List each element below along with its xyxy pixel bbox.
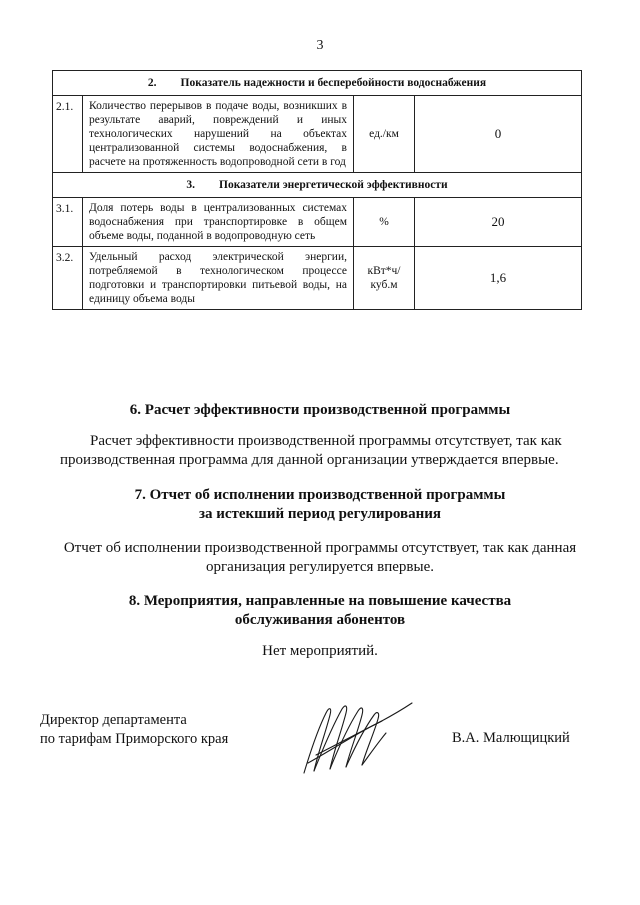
row-unit: ед./км [354, 96, 415, 173]
row-value: 0 [415, 96, 582, 173]
indicators-table [52, 70, 582, 310]
section-number: 2. [147, 77, 157, 89]
section8-heading-line2: обслуживания абонентов [234, 612, 406, 628]
signer-title-line2: по тарифам Приморского края [40, 731, 229, 747]
row-number: 3.1. [53, 198, 83, 247]
row-description: Количество перерывов в подаче воды, возникших в результате аварий, повреждений и иных технологических нарушений на объектах централизованной системы водоснабжения, в расчете на протяженность водопроводной сети в год [83, 96, 354, 173]
table-row [53, 247, 582, 310]
section6-text: Расчет эффективности производственной программы отсутствует, так как производственная программа для данной организации утверждается впервые. [60, 433, 562, 468]
signer-title-line1: Директор департамента [40, 712, 187, 728]
signer-title [40, 711, 228, 749]
section-header-row [53, 173, 582, 198]
row-number: 2.1. [53, 96, 83, 173]
row-number: 3.2. [53, 247, 83, 310]
section8-heading-line1: 8. Мероприятия, направленные на повышение качества [128, 593, 512, 609]
section-number: 3. [186, 179, 196, 191]
row-value: 1,6 [415, 247, 582, 310]
section-header [53, 173, 582, 198]
row-unit: % [354, 198, 415, 247]
row-value: 20 [415, 198, 582, 247]
section-title: Показатель надежности и бесперебойности водоснабжения [180, 77, 487, 89]
row-unit: кВт*ч/ куб.м [354, 247, 415, 310]
section-header [53, 71, 582, 96]
page-number: 3 [316, 38, 324, 53]
section-title: Показатели энергетической эффективности [219, 179, 448, 191]
section7-text: Отчет об исполнении производственной программы отсутствует, так как данная организация регулируется впервые. [63, 540, 577, 575]
section7-heading-line2: за истекший период регулирования [198, 506, 442, 522]
row-description: Доля потерь воды в централизованных системах водоснабжения при транспортировке в общем объеме воды, поданной в водопроводную сеть [83, 198, 354, 247]
table-row [53, 96, 582, 173]
section6-heading: 6. Расчет эффективности производственной программы [129, 402, 511, 418]
section7-heading-line1: 7. Отчет об исполнении производственной программы [134, 487, 506, 503]
table-row [53, 198, 582, 247]
row-description: Удельный расход электрической энергии, потребляемой в технологическом процессе подготовки и транспортировки питьевой воды, на единицу объема воды [83, 247, 354, 310]
handwritten-signature [296, 693, 414, 781]
signer-name: В.А. Малющицкий [452, 730, 570, 746]
section-header-row [53, 71, 582, 96]
section8-text: Нет мероприятий. [262, 643, 378, 659]
